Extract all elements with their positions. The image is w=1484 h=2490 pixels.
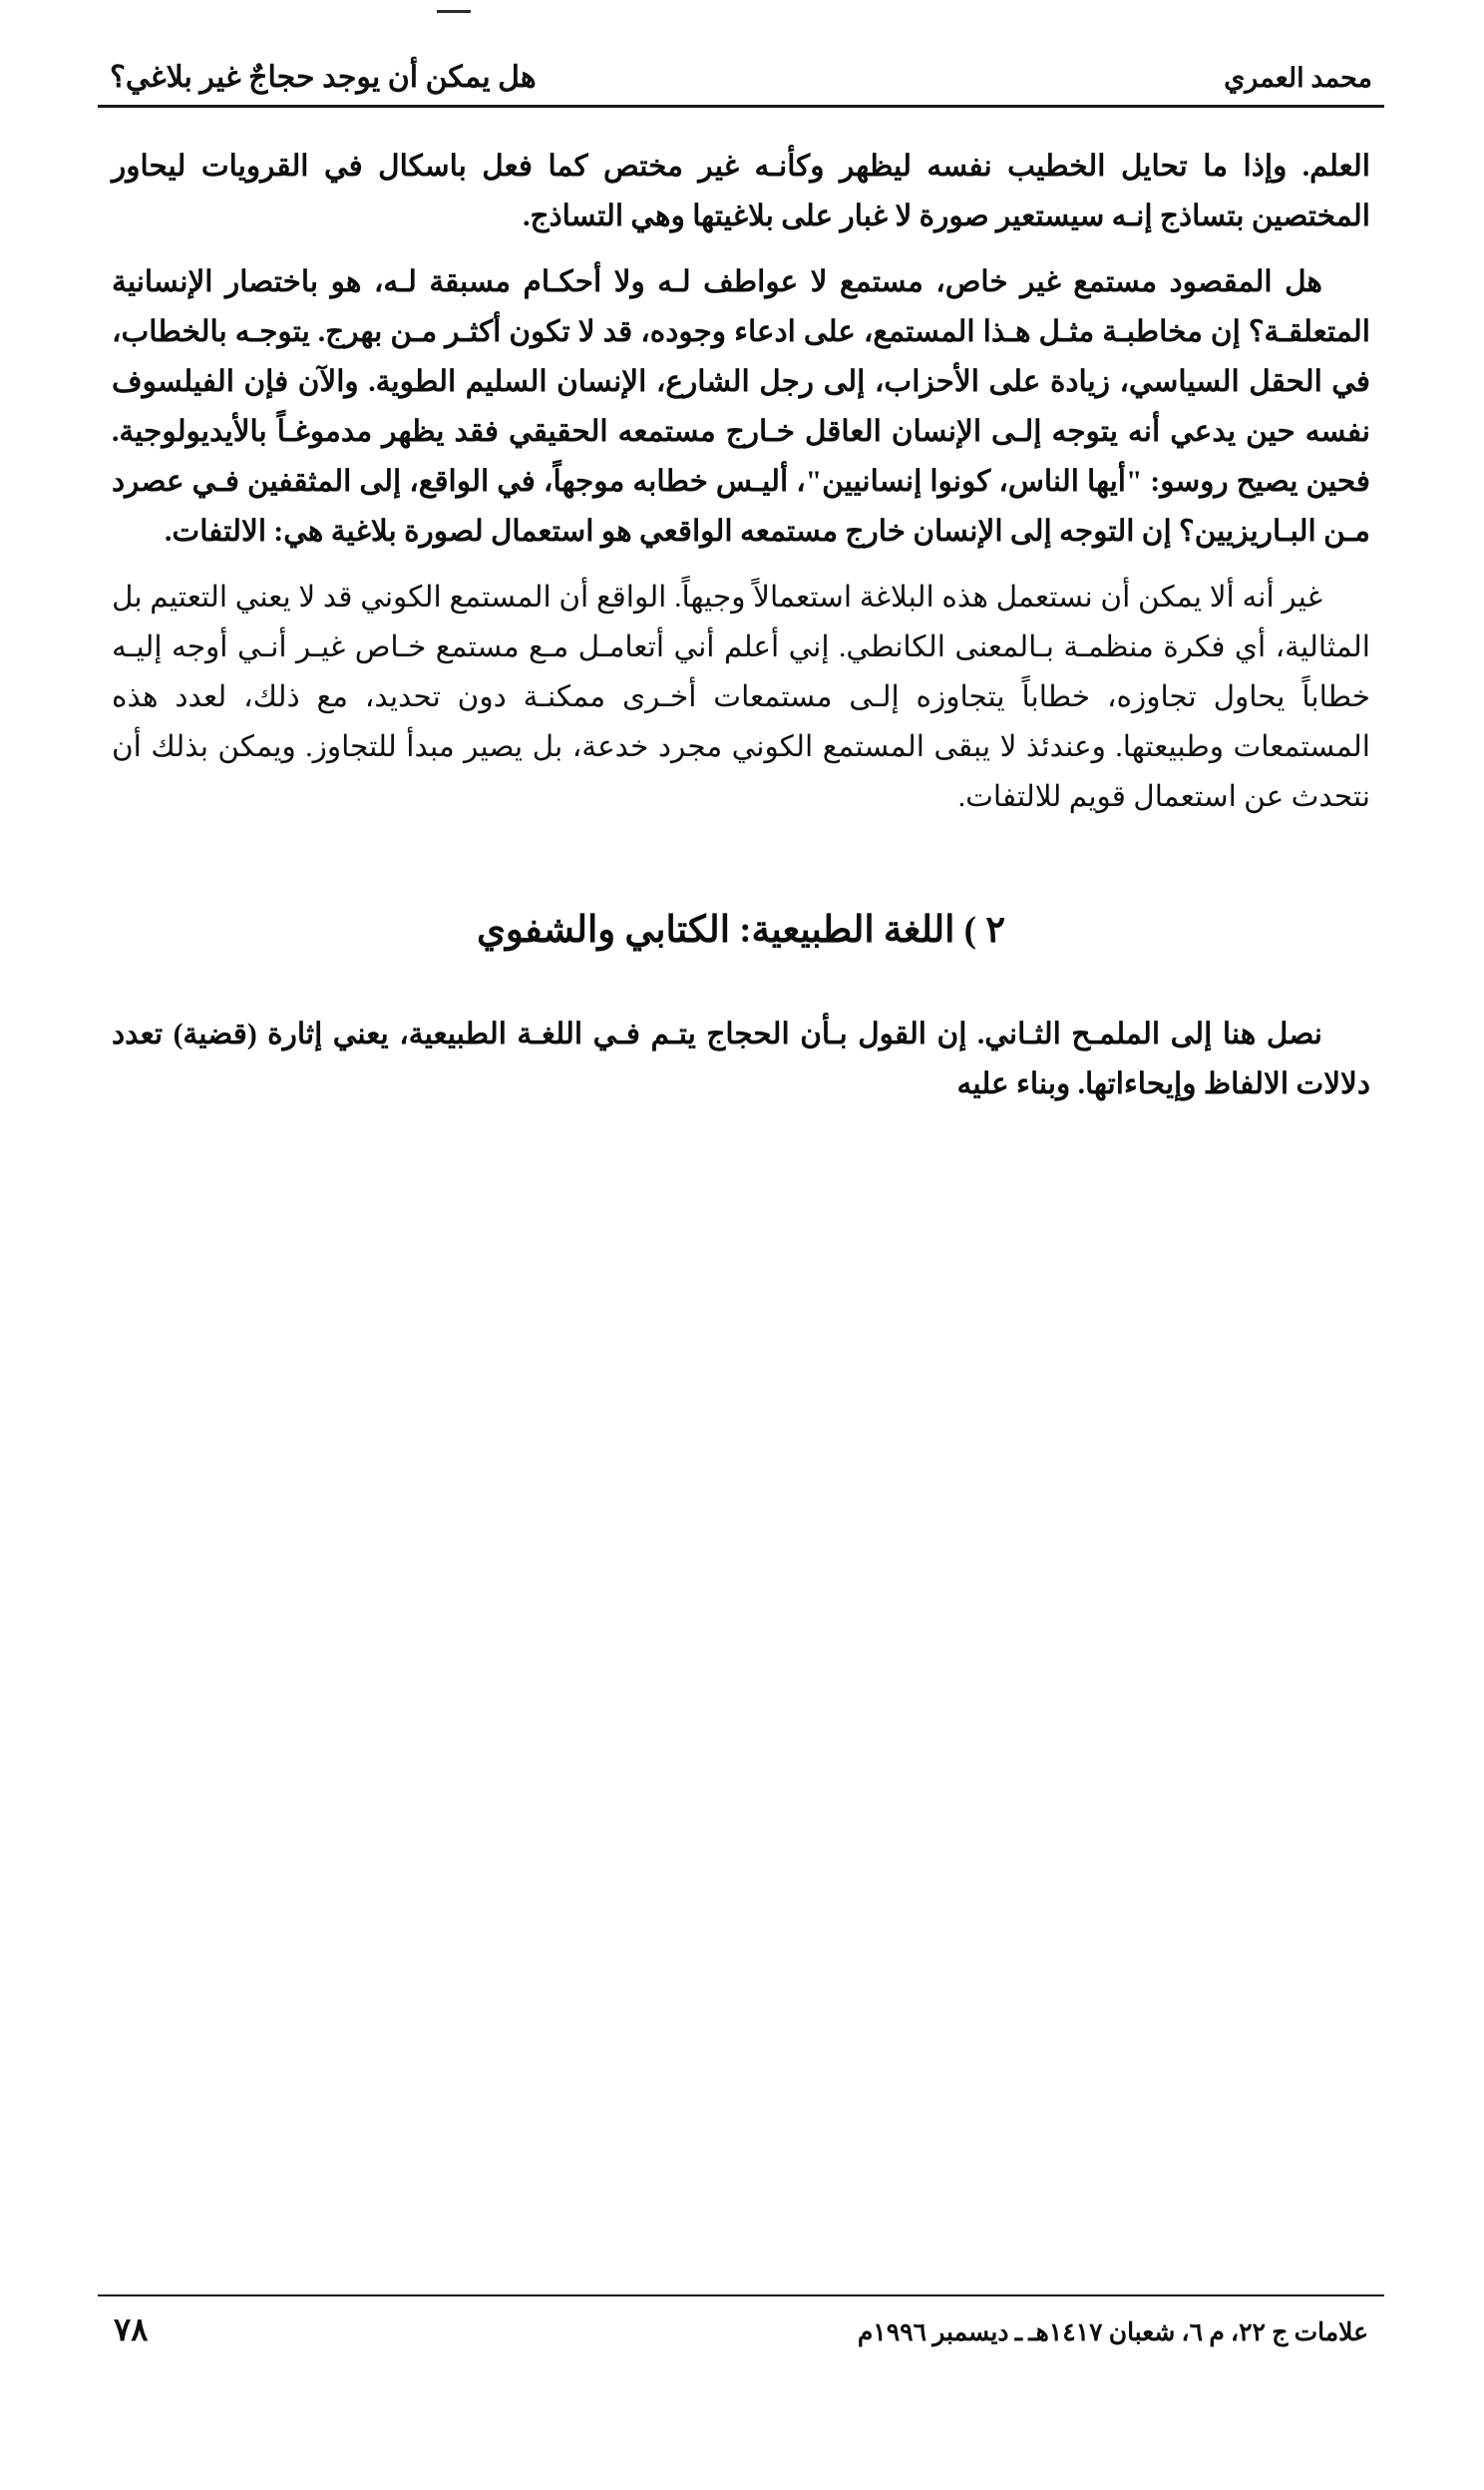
header-divider-rule: [98, 105, 1384, 108]
running-header: [98, 60, 1384, 105]
running-header-title: هل يمكن أن يوجد حجاجٌ غير بلاغي؟: [110, 61, 537, 94]
footer-row: [98, 2296, 1384, 2348]
running-header-author: محمد العمري: [1224, 63, 1372, 93]
page-top-tick-mark: [437, 10, 471, 13]
paragraph-4: نصل هنا إلى الملمـح الثـاني. إن القول بـأن الحجاج يتـم فـي اللغـة الطبيعية، يعني إثارة (قضية) تعدد دلالات الالفاظ وإيحاءاتها. وبناء عليه: [112, 1019, 1370, 1100]
section-heading: ٢ ) اللغة الطبيعية: الكتابي والشفوي: [476, 910, 1006, 951]
paragraph-2: هل المقصود مستمع غير خاص، مستمع لا عواطف لـه ولا أحكـام مسبقة لـه، هو باختصار الإنسانية المتعلقـة؟ إن مخاطبـة مثـل هـذا المستمع، على ادعاء وجوده، قد لا تكون أكثـر مـن بهرج. يتوجـه بالخطاب، في الحقل السياسي، زيادة على الأحزاب، إلى رجل الشارع، الإنسان السليم الطوية. والآن فإن الفيلسوف نفسه حين يدعي أنه يتوجه إلـى الإنسان العاقل خـارج مستمعه الحقيقي فقد يظهر مدموغـاً بالأيديولوجية. فحين يصيح روسو: "أيها الناس، كونوا إنسانيين"، أليـس خطابه موجهاً، في الواقع، إلى المثقفين فـي عصرد مـن البـاريزيين؟ إن التوجه إلى الإنسان خارج مستمعه الواقعي هو استعمال لصورة بلاغية هي: الالتفات.: [112, 266, 1370, 548]
page-number: ٧٨: [114, 2311, 149, 2347]
paragraph-1: العلم. وإذا ما تحايل الخطيب نفسه ليظهر وكأنـه غير مختص كما فعل باسكال في القرويات ليحاور المختصين بتساذج إنـه سيستعير صورة لا غبار على بلاغيتها وهي التساذج.: [112, 151, 1370, 232]
body-text-after-heading: [98, 1010, 1384, 1109]
page-content: [98, 60, 1384, 1109]
body-text: [98, 142, 1384, 822]
footer-citation: علامات ج ٢٢، م ٦، شعبان ١٤١٧هـ ـ ديسمبر ١٩٩٦م: [857, 2319, 1368, 2346]
paragraph-3: غير أنه ألا يمكن أن نستعمل هذه البلاغة استعمالاً وجيهاً. الواقع أن المستمع الكوني قد لا يعني التعتيم بل المثالية، أي فكرة منظمـة بـالمعنى الكانطي. إني أعلم أني أتعامـل مـع مستمع خـاص غيـر أنـي أوجه إليـه خطاباً يحاول تجاوزه، خطاباً يتجاوزه إلـى مستمعات أخـرى ممكنـة دون تحديد، مع ذلك، لعدد هذه المستمعات وطبيعتها. وعندئذ لا يبقى المستمع الكوني مجرد خدعة، بل يصير مبدأ للتجاوز. ويمكن بذلك أن نتحدث عن استعمال قويم للالتفات.: [112, 582, 1370, 813]
page-footer: [98, 2294, 1384, 2348]
